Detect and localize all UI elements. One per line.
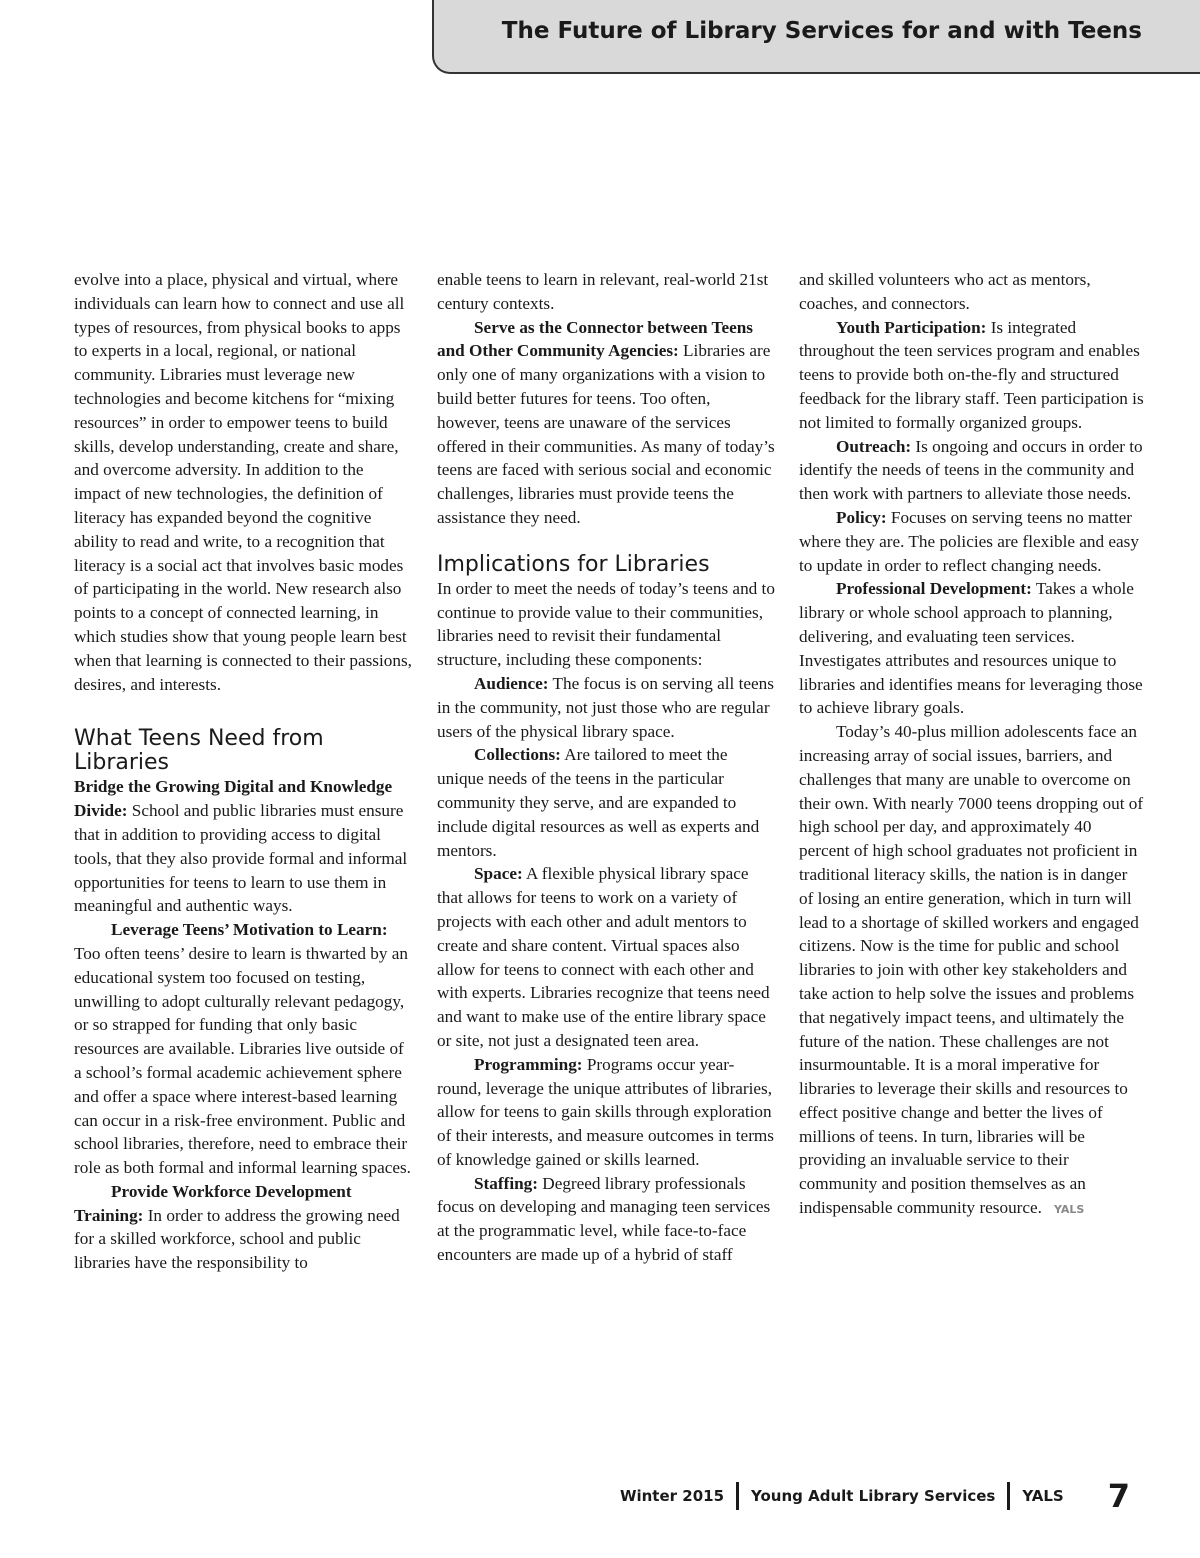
implications-intro: In order to meet the needs of today’s teens and to continue to provide value to their communities, libraries need to revisit their fundamental structure, including these components: xyxy=(437,578,775,670)
section-heading-implications: Implications for Libraries xyxy=(437,551,710,577)
audience-label: Audience: xyxy=(474,673,549,693)
column-2 xyxy=(437,268,777,1267)
staffing-paragraph xyxy=(437,1172,777,1267)
collections-paragraph xyxy=(437,743,777,862)
collections-label: Collections: xyxy=(474,745,561,765)
space-label: Space: xyxy=(474,864,523,884)
leverage-label: Leverage Teens’ Motivation to Learn: xyxy=(111,920,388,940)
programming-label: Programming: xyxy=(474,1054,583,1074)
workforce-label: Provide Workforce Development Training: xyxy=(74,1181,352,1225)
programming-paragraph xyxy=(437,1053,777,1172)
outreach-paragraph xyxy=(799,435,1144,506)
running-header xyxy=(432,0,1200,74)
youth-text: Is integrated throughout the teen services program and enables teens to provide both on-the-fly and structured feedback for the library staff. Teen participation is not limited to formally organized groups. xyxy=(799,317,1144,432)
page-number: 7 xyxy=(1107,1477,1130,1515)
youth-label: Youth Participation: xyxy=(836,317,987,337)
outreach-text: Is ongoing and occurs in order to identify the needs of teens in the community and then work with partners to alleviate those needs. xyxy=(799,436,1143,504)
footer-abbrev: YALS xyxy=(1022,1487,1064,1505)
bridge-label: Bridge the Growing Digital and Knowledge Divide: xyxy=(74,777,393,821)
footer-issue: Winter 2015 xyxy=(619,1487,725,1505)
column-3 xyxy=(799,268,1144,1222)
workforce-text: In order to address the growing need for a skilled workforce, school and public libraries have the responsibility to xyxy=(74,1205,400,1273)
connector-paragraph xyxy=(437,316,777,530)
audience-paragraph xyxy=(437,672,777,743)
bridge-paragraph xyxy=(74,775,414,918)
profdev-paragraph xyxy=(799,577,1144,720)
col3-paragraph: and skilled volunteers who act as mentors, coaches, and connectors. xyxy=(799,270,1091,313)
page-footer xyxy=(620,1478,1130,1514)
col2-paragraph: enable teens to learn in relevant, real-world 21st century contexts. xyxy=(437,270,769,313)
footer-divider xyxy=(1007,1482,1010,1510)
programming-text: Programs occur year-round, leverage the unique attributes of libraries, allow for teens to gain skills through exploration of their interests, and measure outcomes in terms of knowledge gained or skills learned. xyxy=(437,1054,774,1169)
closing-paragraph xyxy=(799,720,1144,1222)
col1-paragraph: evolve into a place, physical and virtual, where individuals can learn how to connect and use all types of resources, from physical books to apps to experts in a local, regional, or national community. Libraries must leverage new technologies and become kitchens for “mixing resources” in order to empower teens to build skills, develop understanding, create and share, and overcome adversity. In addition to the impact of new technologies, the definition of literacy has expanded beyond the cognitive ability to read and write, to a recognition that literacy is a social act that involves basic modes of participating in the world. New research also points to a concept of connected learning, in which studies show that young people learn best when that learning is connected to their passions, desires, and interests. xyxy=(74,270,412,694)
leverage-paragraph xyxy=(74,918,414,1180)
staffing-label: Staffing: xyxy=(474,1173,538,1193)
policy-label: Policy: xyxy=(836,507,887,527)
audience-text: The focus is on serving all teens in the community, not just those who are regular users of the physical library space. xyxy=(437,673,774,741)
space-text: A flexible physical library space that allows for teens to work on a variety of projects with each other and adult mentors to create and share content. Virtual spaces also allow for teens to connect with each other and with experts. Libraries recognize that teens need and want to make use of the entire library space or site, not just a designated teen area. xyxy=(437,864,770,1050)
staffing-text: Degreed library professionals focus on developing and managing teen services at the programmatic level, while face-to-face encounters are made up of a hybrid of staff xyxy=(437,1173,771,1265)
profdev-label: Professional Development: xyxy=(836,579,1032,599)
profdev-text: Takes a whole library or whole school approach to planning, delivering, and evaluating teen services. Investigates attributes and resources unique to libraries and identifies means for leveraging those to achieve library goals. xyxy=(799,579,1143,718)
connector-text: Libraries are only one of many organizations with a vision to build better futures for teens. Too often, however, teens are unaware of the services offered in their communities. As many of today’s teens are faced with serious social and economic challenges, libraries must provide teens the assistance they need. xyxy=(437,341,775,527)
column-1 xyxy=(74,268,414,1275)
section-heading-what-teens-need: What Teens Need from Libraries xyxy=(74,726,324,776)
footer-journal: Young Adult Library Services xyxy=(751,1487,996,1505)
policy-text: Focuses on serving teens no matter where they are. The policies are flexible and easy to update in order to reflect changing needs. xyxy=(799,507,1139,575)
closing-text: Today’s 40-plus million adolescents face an increasing array of social issues, barriers, and challenges that many are unable to overcome on their own. With nearly 7000 teens dropping out of high school per day, and approximately 40 percent of high school graduates not proficient in traditional literacy skills, the nation is in danger of losing an entire generation, which in turn will lead to a shortage of skilled workers and engaged citizens. Now is the time for public and school libraries to join with other key stakeholders and take action to help solve the issues and problems that negatively impact teens, and ultimately the future of the nation. These challenges are not insurmountable. It is a moral imperative for libraries to leverage their skills and resources to effect positive change and better the lives of millions of teens. In turn, libraries will be providing an invaluable service to their community and position themselves as an indispensable community resource. xyxy=(799,722,1144,1218)
connector-label: Serve as the Connector between Teens and Other Community Agencies: xyxy=(437,317,753,361)
footer-divider xyxy=(736,1482,739,1510)
end-mark: YALS xyxy=(1053,1203,1085,1217)
youth-paragraph xyxy=(799,316,1144,435)
policy-paragraph xyxy=(799,506,1144,577)
leverage-text: Too often teens’ desire to learn is thwarted by an educational system too focused on testing, unwilling to adopt culturally relevant pedagogy, or so strapped for funding that only basic resources are available. Libraries live outside of a school’s formal academic achievement sphere and offer a space where interest-based learning can occur in a risk-free environment. Public and school libraries, therefore, need to embrace their role as both formal and informal learning spaces. xyxy=(74,943,411,1178)
workforce-paragraph xyxy=(74,1180,414,1275)
space-paragraph xyxy=(437,862,777,1052)
outreach-label: Outreach: xyxy=(836,436,912,456)
bridge-text: School and public libraries must ensure that in addition to providing access to digital tools, that they also provide formal and informal opportunities for teens to learn to use them in meaningful and authentic ways. xyxy=(74,801,408,916)
running-header-title: The Future of Library Services for and with Teens xyxy=(501,18,1142,44)
collections-text: Are tailored to meet the unique needs of the teens in the particular community they serve, and are expanded to include digital resources as well as experts and mentors. xyxy=(437,745,760,860)
